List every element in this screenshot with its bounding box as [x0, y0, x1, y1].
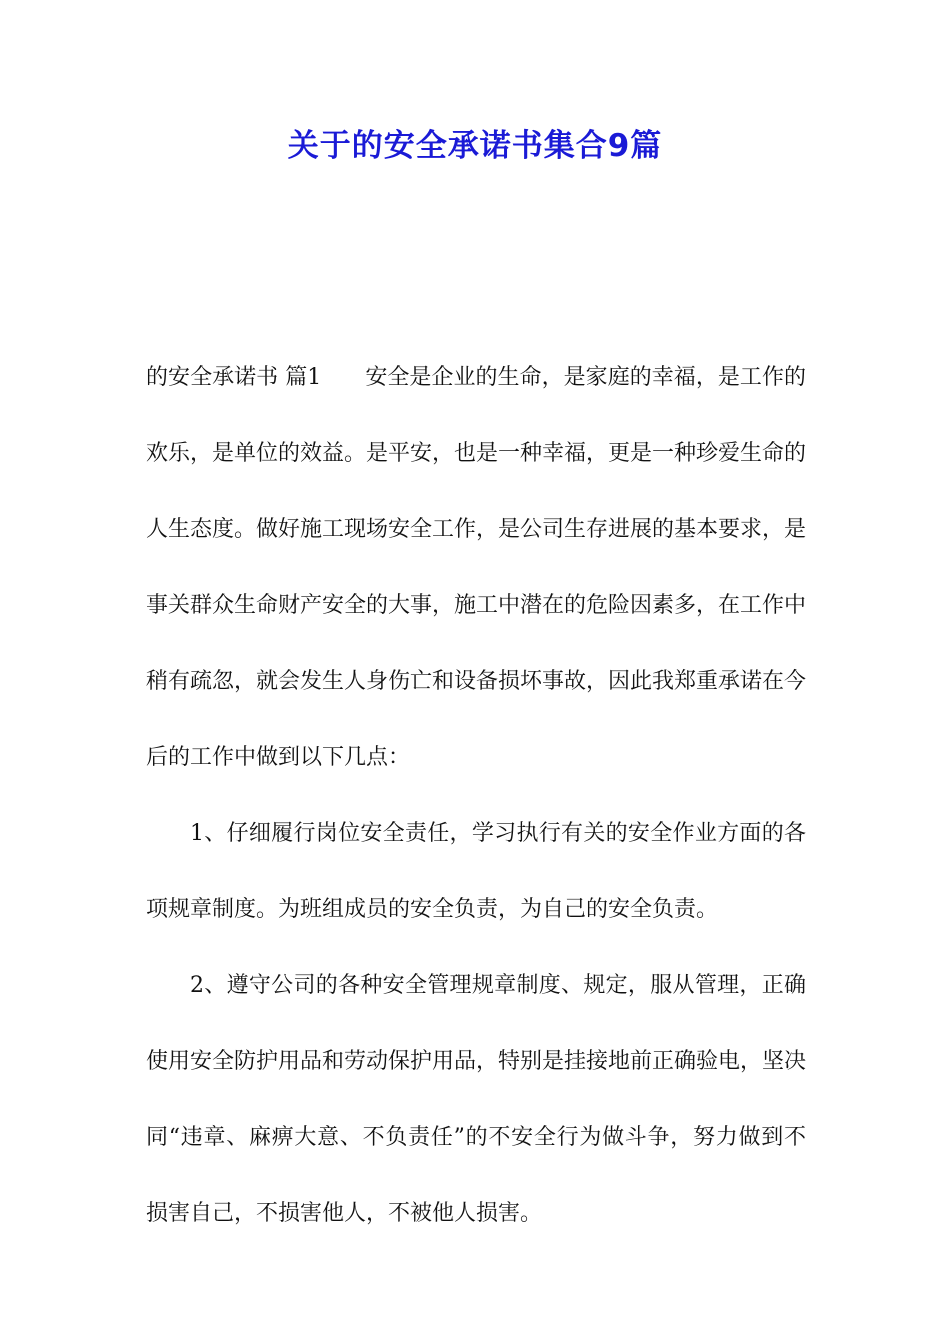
document-title: 关于的安全承诺书集合9篇 — [287, 128, 663, 164]
paragraph-item-2: 2、遵守公司的各种安全管理规章制度、规定，服从管理，正确使用安全防护用品和劳动保护用品，特别是挂接地前正确验电，坚决同“违章、麻痹大意、不负责任”的不安全行为做斗争，努力做到不损害自己，不损害他人，不被他人损害。 — [146, 973, 807, 1226]
paragraph-text: 安全是企业的生命，是家庭的幸福，是工作的欢乐，是单位的效益。是平安，也是一种幸福，更是一种珍爱生命的人生态度。做好施工现场安全工作，是公司生存进展的基本要求，是事关群众生命财产安全的大事，施工中潜在的危险因素多，在工作中稍有疏忽，就会发生人身伤亡和设备损坏事故，因此我郑重承诺在今后的工作中做到以下几点： — [146, 365, 807, 770]
document-body — [146, 340, 806, 1252]
paragraph-intro — [146, 340, 806, 796]
section-heading: 的安全承诺书 篇1 — [146, 365, 322, 390]
paragraph-item-1: 1、仔细履行岗位安全责任，学习执行有关的安全作业方面的各项规章制度。为班组成员的安全负责，为自己的安全负责。 — [146, 821, 806, 922]
